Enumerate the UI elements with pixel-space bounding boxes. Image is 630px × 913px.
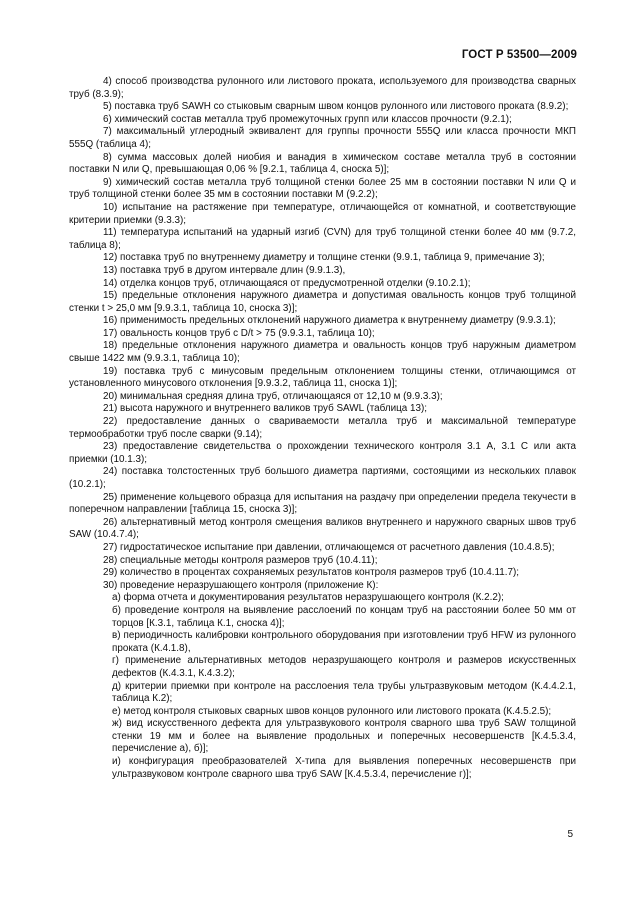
list-item: 8) сумма массовых долей ниобия и ванадия в химическом составе металла труб в состоянии поставки N или Q, превышающая 0,06 % [9.2.1, таблица 4, сноска 5)]; xyxy=(69,151,576,176)
list-item: 13) поставка труб в другом интервале длин (9.9.1.3), xyxy=(103,264,346,276)
list-item: 16) применимость предельных отклонений наружного диаметра к внутреннему диаметру (9.9.3.1); xyxy=(103,315,556,327)
list-item: 11) температура испытаний на ударный изгиб (CVN) для труб толщиной стенки более 40 мм (9.7.2, таблица 8); xyxy=(69,227,576,251)
list-item: 30) проведение неразрушающего контроля (приложение К): xyxy=(103,579,379,591)
page-number: 5 xyxy=(567,829,573,840)
list-item: 18) предельные отклонения наружного диаметра и овальность концов труб наружным диаметром свыше 1422 мм (9.9.3.1, таблица 10); xyxy=(69,340,576,365)
document-body xyxy=(69,76,576,781)
list-item: 20) минимальная средняя длина труб, отличающаяся от 12,10 м (9.9.3.3); xyxy=(103,390,443,402)
sub-list-item: и) конфигурация преобразователей X-типа для выявления поперечных несовершенств при ультразвуковом контроле сварного шва труб SAW [К.4.5.3.4, перечисление г)]; xyxy=(112,756,576,780)
list-item: 29) количество в процентах сохраняемых результатов контроля размеров труб (10.4.11.7); xyxy=(103,567,519,579)
list-item: 22) предоставление данных о свариваемости металла труб и максимальной температуре термообработки труб после сварки (9.14); xyxy=(69,416,576,440)
sub-list-item: а) форма отчета и документирования результатов неразрушающего контроля (К.2.2); xyxy=(112,592,504,604)
sub-list-item: в) периодичность калибровки контрольного оборудования при изготовлении труб HFW из рулонного проката (К.4.1.8), xyxy=(112,630,576,654)
list-item: 5) поставка труб SAWH со стыковым сварным швом концов рулонного или листового проката (8.9.2); xyxy=(103,101,569,113)
list-item: 19) поставка труб с минусовым предельным отклонением толщины стенки, отличающимся от установленного минусового отклонения [9.9.3.2, таблица 11, сноска 1)]; xyxy=(69,365,576,390)
list-item: 17) овальность концов труб с D/t > 75 (9.9.3.1, таблица 10); xyxy=(103,327,375,339)
list-item: 23) предоставление свидетельства о прохождении технического контроля 3.1 А, 3.1 С или акта приемки (10.1.3); xyxy=(69,441,576,465)
list-item: 12) поставка труб по внутреннему диаметру и толщине стенки (9.9.1, таблица 9, примечание 3); xyxy=(103,252,545,264)
list-item: 21) высота наружного и внутреннего валиков труб SAWL (таблица 13); xyxy=(103,403,428,415)
list-item: 14) отделка концов труб, отличающаяся от предусмотренной отделки (9.10.2.1); xyxy=(103,277,471,289)
sub-list-item: е) метод контроля стыковых сварных швов концов рулонного или листового проката (К.4.5.2.5); xyxy=(112,705,552,717)
sub-list-item: г) применение альтернативных методов неразрушающего контроля и размеров искусственных дефектов (К.4.3.1, К.4.3.2); xyxy=(112,655,576,679)
list-item: 27) гидростатическое испытание при давлении, отличающемся от расчетного давления (10.4.8.5); xyxy=(103,541,555,553)
list-item: 28) специальные методы контроля размеров труб (10.4.11); xyxy=(103,554,378,566)
list-item: 24) поставка толстостенных труб большого диаметра партиями, состоящими из нескольких плавок (10.2.1); xyxy=(69,466,576,490)
list-item: 6) химический состав металла труб промежуточных групп или классов прочности (9.2.1); xyxy=(103,113,512,125)
list-item: 7) максимальный углеродный эквивалент для группы прочности 555Q или класса прочности МКП 555Q (таблица 4); xyxy=(69,126,576,150)
list-item: 9) химический состав металла труб толщиной стенки более 25 мм в состоянии поставки N или Q и труб толщиной стенки более 35 мм в состоянии поставки M (9.2.2); xyxy=(69,176,576,201)
list-item: 4) способ производства рулонного или листового проката, используемого для производства сварных труб (8.3.9); xyxy=(69,76,576,100)
sub-list-item: д) критерии приемки при контроле на расслоения тела трубы ультразвуковым методом (К.4.4.2.1, таблица К.2); xyxy=(112,680,576,705)
list-item: 10) испытание на растяжение при температуре, отличающейся от комнатной, и соответствующие критерии приемки (9.3.3); xyxy=(69,201,576,226)
list-item: 25) применение кольцевого образца для испытания на раздачу при определении предела текучести в поперечном направлении [таблица 15, сноска 3)]; xyxy=(69,491,576,516)
list-item: 26) альтернативный метод контроля смещения валиков внутреннего и наружного сварных швов труб SAW (10.4.7.4); xyxy=(69,516,576,541)
list-item: 15) предельные отклонения наружного диаметра и допустимая овальность концов труб толщиной стенки t > 25,0 мм [9.9.3.1, таблица 10, сноска 3)]; xyxy=(69,290,576,314)
sub-list-item: б) проведение контроля на выявление расслоений по концам труб на расстоянии более 50 мм от торцов [К.3.1, таблица К.1, сноска 4)]; xyxy=(112,604,576,629)
document-header: ГОСТ Р 53500—2009 xyxy=(461,49,577,61)
sub-list-item: ж) вид искусственного дефекта для ультразвукового контроля сварного шва труб SAW толщиной стенки 19 мм и более на выявление продольных и поперечных несовершенств [К.4.5.3.4, перечисление а), б)]; xyxy=(112,718,576,755)
